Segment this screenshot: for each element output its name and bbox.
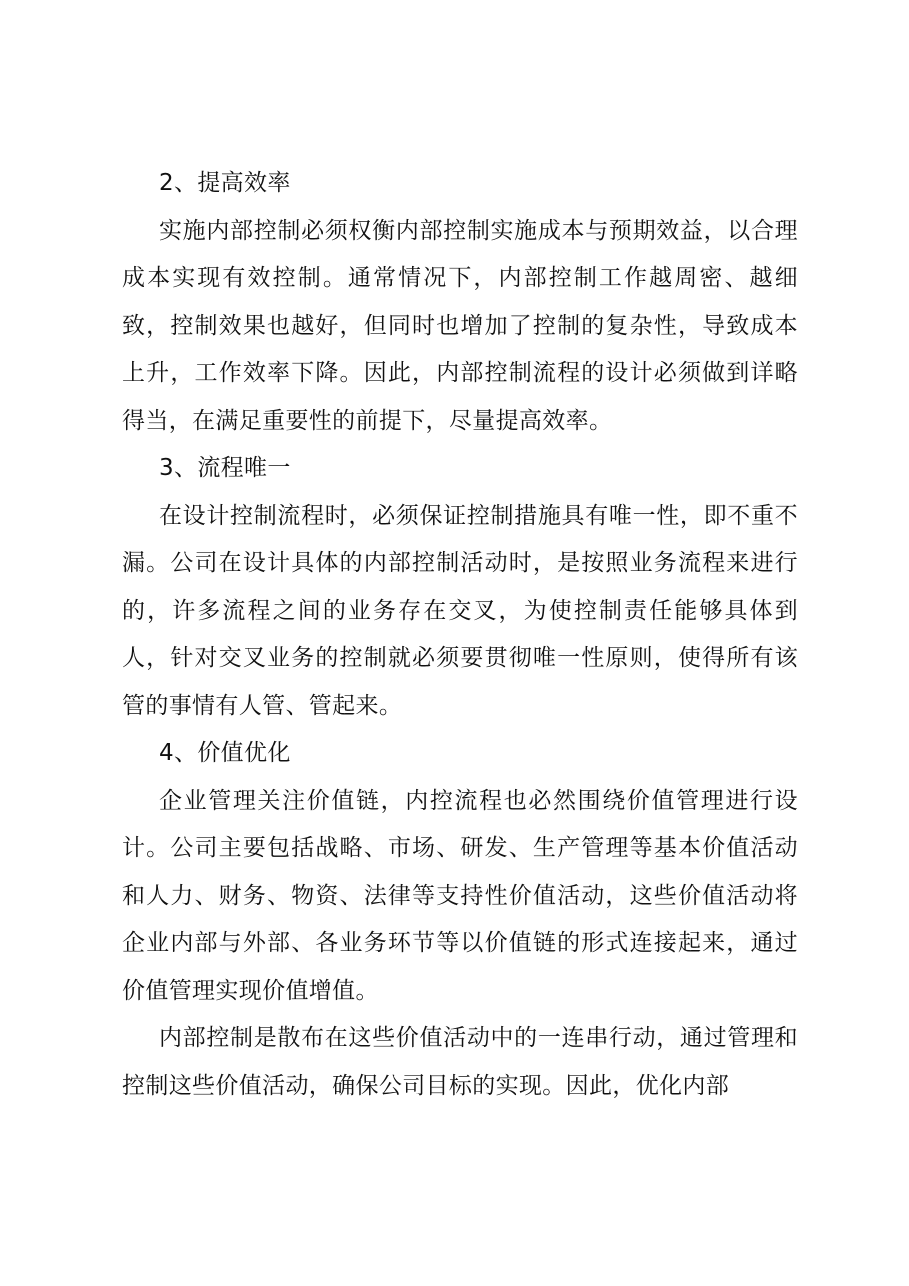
document-body (122, 160, 798, 1110)
paragraph-internal-control: 内部控制是散布在这些价值活动中的一连串行动，通过管理和控制这些价值活动，确保公司目标的实现。因此，优化内部 (122, 1025, 798, 1099)
paragraph-unique-process: 在设计控制流程时，必须保证控制措施具有唯一性，即不重不漏。公司在设计具体的内部控制活动时，是按照业务流程来进行的，许多流程之间的业务存在交叉，为使控制责任能够具体到人，针对交叉业务的控制就必须要贯彻唯一性原则，使得所有该管的事情有人管、管起来。 (122, 502, 798, 719)
paragraph-efficiency: 实施内部控制必须权衡内部控制实施成本与预期效益，以合理成本实现有效控制。通常情况下，内部控制工作越周密、越细致，控制效果也越好，但同时也增加了控制的复杂性，导致成本上升，工作效率下降。因此，内部控制流程的设计必须做到详略得当，在满足重要性的前提下，尽量提高效率。 (122, 217, 798, 434)
section-heading-value-optimization: 4、价值优化 (159, 740, 291, 766)
section-heading-unique-process: 3、流程唯一 (159, 455, 291, 481)
section-heading-efficiency: 2、提高效率 (159, 170, 291, 196)
paragraph-value-chain: 企业管理关注价值链，内控流程也必然围绕价值管理进行设计。公司主要包括战略、市场、研发、生产管理等基本价值活动和人力、财务、物资、法律等支持性价值活动，这些价值活动将企业内部与外部、各业务环节等以价值链的形式连接起来，通过价值管理实现价值增值。 (122, 787, 798, 1004)
